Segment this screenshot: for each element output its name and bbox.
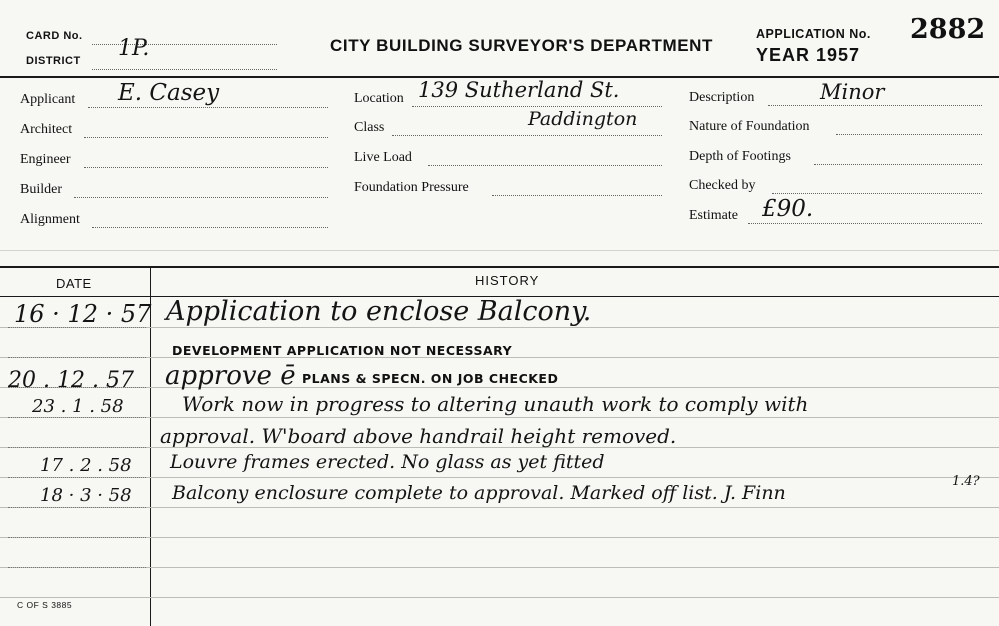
form-code: C OF S 3885 — [17, 600, 73, 610]
year-label: YEAR 1957 — [756, 45, 861, 65]
alignment-line — [92, 227, 328, 228]
description-label: Description — [689, 90, 755, 105]
applicant-value: E. Casey — [118, 80, 220, 106]
live-load-label: Live Load — [354, 150, 412, 165]
history-text: Louvre frames erected. No glass as yet fitted — [170, 451, 605, 473]
date-dotted-line — [8, 417, 146, 418]
history-stamp: DEVELOPMENT APPLICATION NOT NECESSARY — [172, 343, 513, 358]
history-rule — [0, 597, 999, 598]
history-rule — [0, 567, 999, 568]
history-rule — [0, 537, 999, 538]
history-date: 17 . 2 . 58 — [40, 455, 132, 476]
date-dotted-line — [8, 507, 146, 508]
builder-label: Builder — [20, 182, 62, 197]
depth-of-footings-line — [814, 164, 982, 165]
district-value: 1P. — [118, 36, 150, 61]
location-value-street: 139 Sutherland St. — [418, 78, 620, 102]
history-rule — [0, 387, 999, 388]
history-text: approval. W'board above handrail height removed. — [160, 424, 677, 448]
upper-section-rule — [0, 250, 999, 251]
live-load-line — [428, 165, 662, 166]
date-dotted-line — [8, 477, 146, 478]
history-date: 16 · 12 · 57 — [14, 300, 152, 328]
foundation-pressure-line — [492, 195, 662, 196]
nature-of-foundation-label: Nature of Foundation — [689, 119, 810, 134]
nature-of-foundation-line — [836, 134, 982, 135]
date-dotted-line — [8, 567, 146, 568]
department-title: CITY BUILDING SURVEYOR'S DEPARTMENT — [330, 36, 714, 55]
application-number: 2882 — [910, 14, 986, 45]
date-column-header: DATE — [56, 276, 92, 291]
depth-of-footings-label: Depth of Footings — [689, 149, 791, 164]
checked-by-line — [772, 193, 982, 194]
location-value-suburb: Paddington — [528, 108, 638, 130]
estimate-line — [748, 223, 982, 224]
history-date: 20 . 12 . 57 — [8, 368, 134, 393]
history-column-header: HISTORY — [475, 273, 540, 288]
district-line — [92, 69, 277, 70]
history-text: Work now in progress to altering unauth work to comply with — [182, 392, 809, 416]
class-line — [392, 135, 662, 136]
description-value: Minor — [820, 80, 885, 104]
history-date: 23 . 1 . 58 — [32, 396, 124, 417]
class-label: Class — [354, 120, 385, 135]
history-rule — [0, 507, 999, 508]
engineer-label: Engineer — [20, 152, 71, 167]
history-stamp: PLANS & SPECN. ON JOB CHECKED — [302, 371, 559, 386]
location-label: Location — [354, 91, 404, 106]
architect-label: Architect — [20, 122, 73, 137]
builder-line — [74, 197, 328, 198]
checked-by-label: Checked by — [689, 178, 756, 193]
date-dotted-line — [8, 447, 146, 448]
history-rule — [0, 417, 999, 418]
district-label: DISTRICT — [26, 55, 81, 67]
application-no-label: APPLICATION No. — [756, 27, 871, 41]
estimate-value: £90. — [762, 196, 814, 222]
engineer-line — [84, 167, 328, 168]
description-line — [768, 105, 982, 106]
history-rule — [0, 477, 999, 478]
alignment-label: Alignment — [20, 212, 80, 227]
history-text: approve ē — [165, 361, 296, 391]
estimate-label: Estimate — [689, 208, 738, 223]
date-dotted-line — [8, 357, 146, 358]
foundation-pressure-label: Foundation Pressure — [354, 180, 469, 195]
card-no-label: CARD No. — [26, 30, 83, 42]
applicant-line — [88, 107, 328, 108]
applicant-label: Applicant — [20, 92, 76, 107]
history-initials: 1.4? — [952, 474, 980, 489]
history-text: Balcony enclosure complete to approval. Marked off list. J. Finn — [172, 482, 786, 504]
history-date: 18 · 3 · 58 — [40, 485, 132, 506]
date-dotted-line — [8, 537, 146, 538]
architect-line — [84, 137, 328, 138]
location-line — [412, 106, 662, 107]
history-text: Application to enclose Balcony. — [166, 296, 592, 327]
